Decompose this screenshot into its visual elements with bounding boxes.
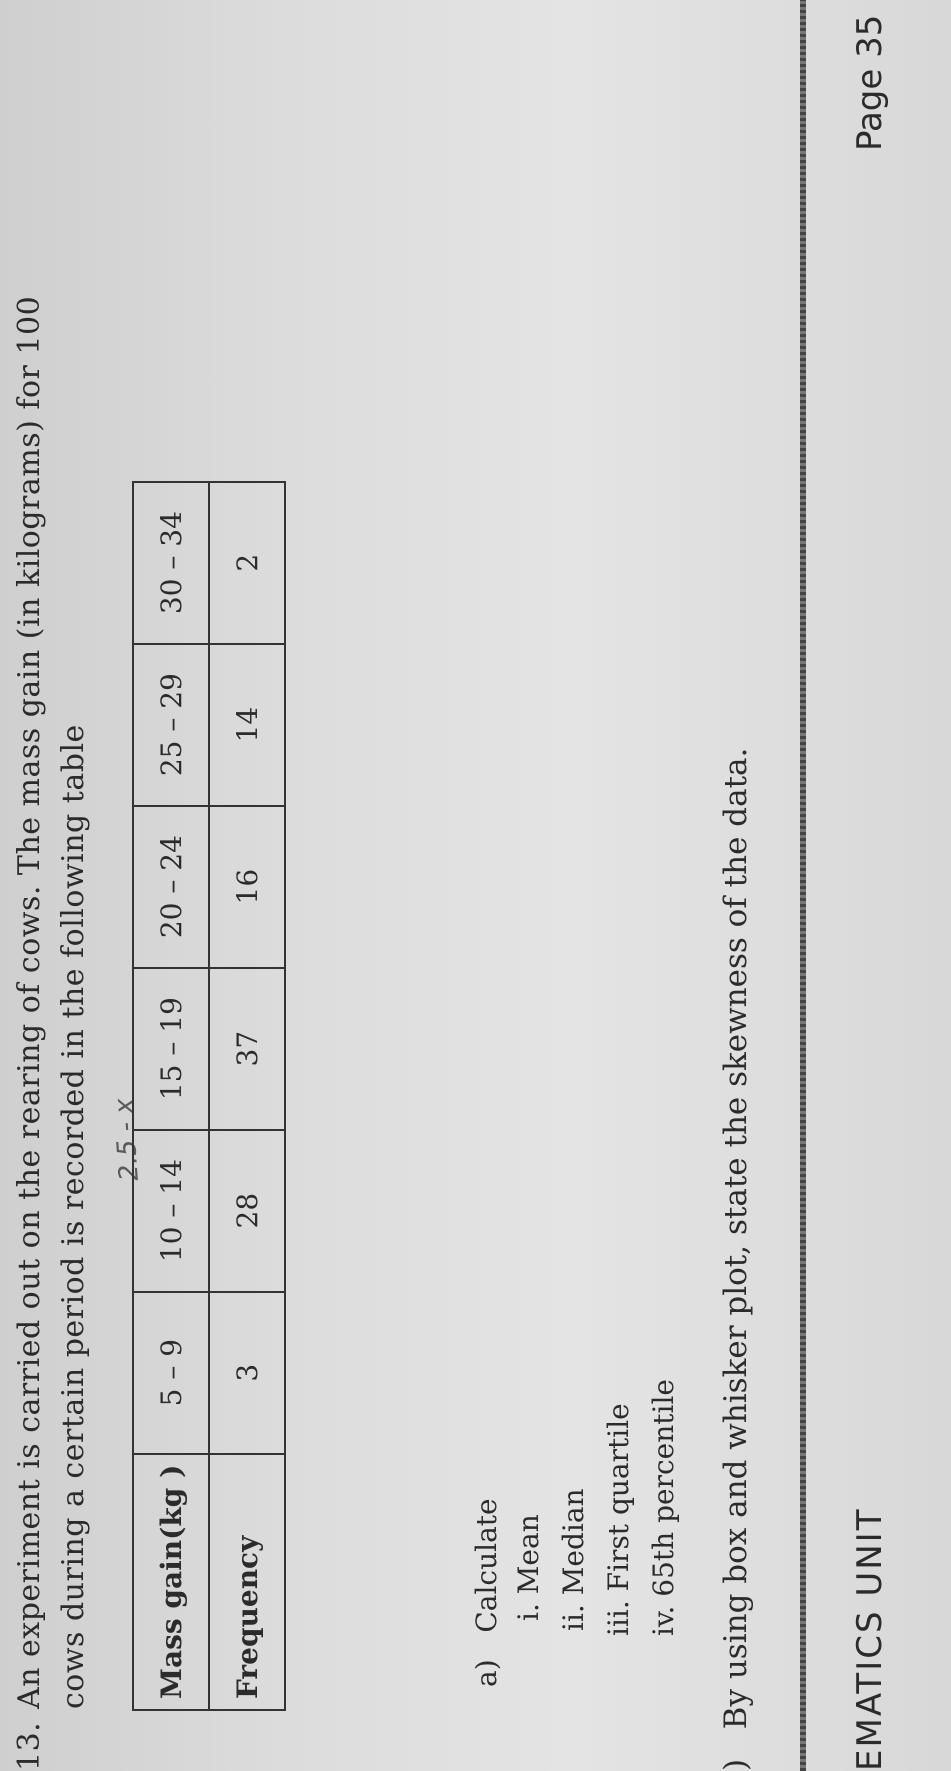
table-header-mass-gain: Mass gain(kg ): [133, 1454, 209, 1710]
item-number: iii.: [602, 1600, 635, 1636]
list-item: [557, 1488, 590, 1631]
frequency-table: [132, 481, 286, 1711]
handwritten-note: 2.5 - x: [109, 1097, 145, 1182]
part-b-text: By using box and whisker plot, state the skewness of the data.: [718, 747, 754, 1730]
part-a: [470, 1498, 503, 1687]
list-item: [647, 1379, 680, 1636]
item-number: iv.: [647, 1605, 680, 1636]
question-text-line1: An experiment is carried out on the rearing of cows. The mass gain (in kilograms) for 100: [12, 295, 47, 1709]
table-cell-class: 30 – 34: [133, 482, 209, 644]
table-cell-frequency: 28: [209, 1130, 285, 1292]
table-cell-class: 5 – 9: [133, 1292, 209, 1454]
footer-unit-label: EMATICS UNIT: [850, 1507, 890, 1771]
table-cell-frequency: 2: [209, 482, 285, 644]
table-cell-frequency: 37: [209, 968, 285, 1130]
table-cell-class: 10 – 14: [133, 1130, 209, 1292]
item-number: i.: [512, 1603, 545, 1621]
part-a-label: a): [470, 1659, 503, 1687]
item-text: Median: [557, 1488, 590, 1596]
table-cell-frequency: 16: [209, 806, 285, 968]
item-number: ii.: [557, 1604, 590, 1631]
table-cell-class: 15 – 19: [133, 968, 209, 1130]
question-number: 13.: [12, 1721, 47, 1771]
table-header-frequency: Frequency: [209, 1454, 285, 1710]
list-item: [512, 1514, 545, 1621]
footer-divider: [800, 0, 806, 1771]
table-cell-frequency: 14: [209, 644, 285, 806]
item-text: 65th percentile: [647, 1379, 680, 1597]
list-item: [602, 1403, 635, 1636]
page-number: Page 35: [850, 14, 890, 151]
question-text-line2: cows during a certain period is recorded in the following table: [56, 724, 91, 1709]
table-row-mass-gain: [133, 482, 209, 1710]
part-a-text: Calculate: [470, 1498, 503, 1633]
part-b-label: ): [718, 1758, 754, 1771]
table-cell-class: 25 – 29: [133, 644, 209, 806]
item-text: Mean: [512, 1514, 545, 1595]
table-cell-class: 20 – 24: [133, 806, 209, 968]
part-b: [718, 748, 754, 1771]
table-row-frequency: [209, 482, 285, 1710]
item-text: First quartile: [602, 1403, 635, 1592]
table-cell-frequency: 3: [209, 1292, 285, 1454]
